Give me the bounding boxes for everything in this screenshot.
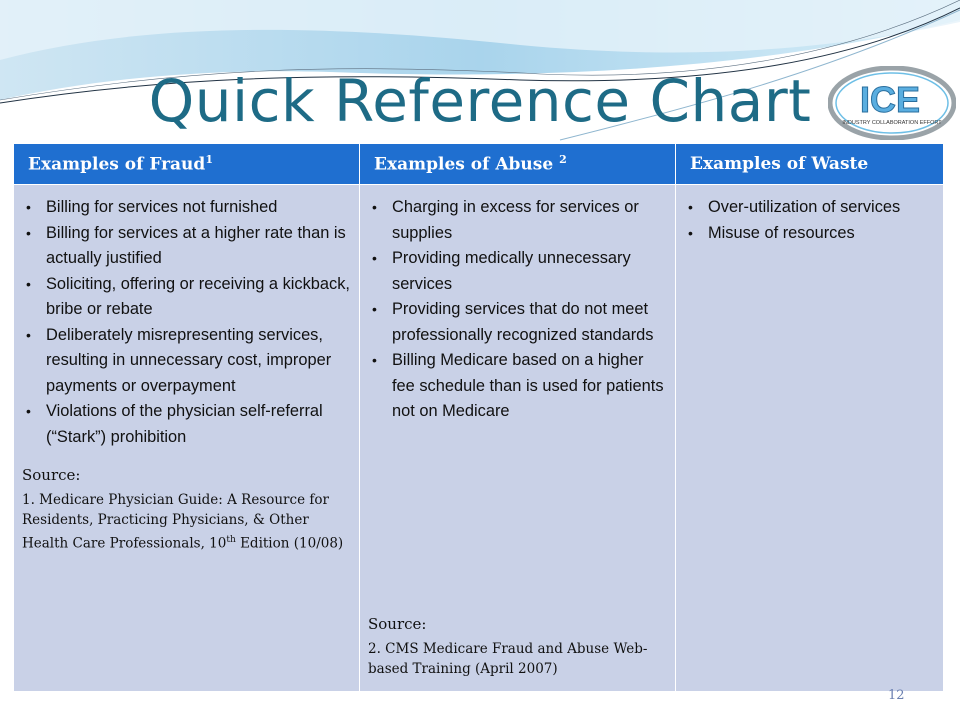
fraud-source-label: Source: [22,466,81,484]
abuse-list [368,195,667,425]
table-header-row [14,144,944,185]
abuse-source-text: 2. CMS Medicare Fraud and Abuse Web-based Training (April 2007) [368,641,648,677]
header-abuse: Examples of Abuse $^2$ [360,144,676,185]
list-item: • Billing for services at a higher rate than is actually justified [46,221,351,272]
list-item: • Violations of the physician self-referral (“Stark”) prohibition [46,399,351,450]
waste-cell [676,185,944,692]
list-item: • Deliberately misrepresenting services, resulting in unnecessary cost, improper payments or overpayment [46,323,351,400]
list-item: • Charging in excess for services or supplies [392,195,667,246]
list-item: • Misuse of resources [708,221,935,247]
logo-tagline: INDUSTRY COLLABORATION EFFORT [842,120,942,126]
fraud-list [22,195,351,450]
fraud-cell [14,185,360,692]
page-number: 12 [888,688,905,703]
list-item: • Over-utilization of services [708,195,935,221]
table-body-row [14,185,944,692]
svg-text:ICE: ICE [859,79,921,120]
list-item: • Providing services that do not meet professionally recognized standards [392,297,667,348]
reference-table [13,143,944,692]
abuse-cell [360,185,676,692]
abuse-source-label: Source: [368,615,427,633]
abuse-source [368,615,675,679]
fraud-source-text: 1. Medicare Physician Guide: A Resource for Residents, Practicing Physicians, & Other Health Care Professionals, 10th Edition (10/08) [22,492,344,552]
ice-logo [828,66,956,140]
list-item: • Providing medically unnecessary services [392,246,667,297]
slide-title: Quick Reference Chart [148,67,812,135]
list-item: • Soliciting, offering or receiving a kickback, bribe or rebate [46,272,351,323]
list-item: • Billing for services not furnished [46,195,351,221]
list-item: • Billing Medicare based on a higher fee schedule than is used for patients not on Medicare [392,348,667,425]
header-waste: Examples of Waste [676,144,944,185]
waste-list [684,195,935,246]
header-fraud: Examples of Fraud$^1$ [14,144,360,185]
